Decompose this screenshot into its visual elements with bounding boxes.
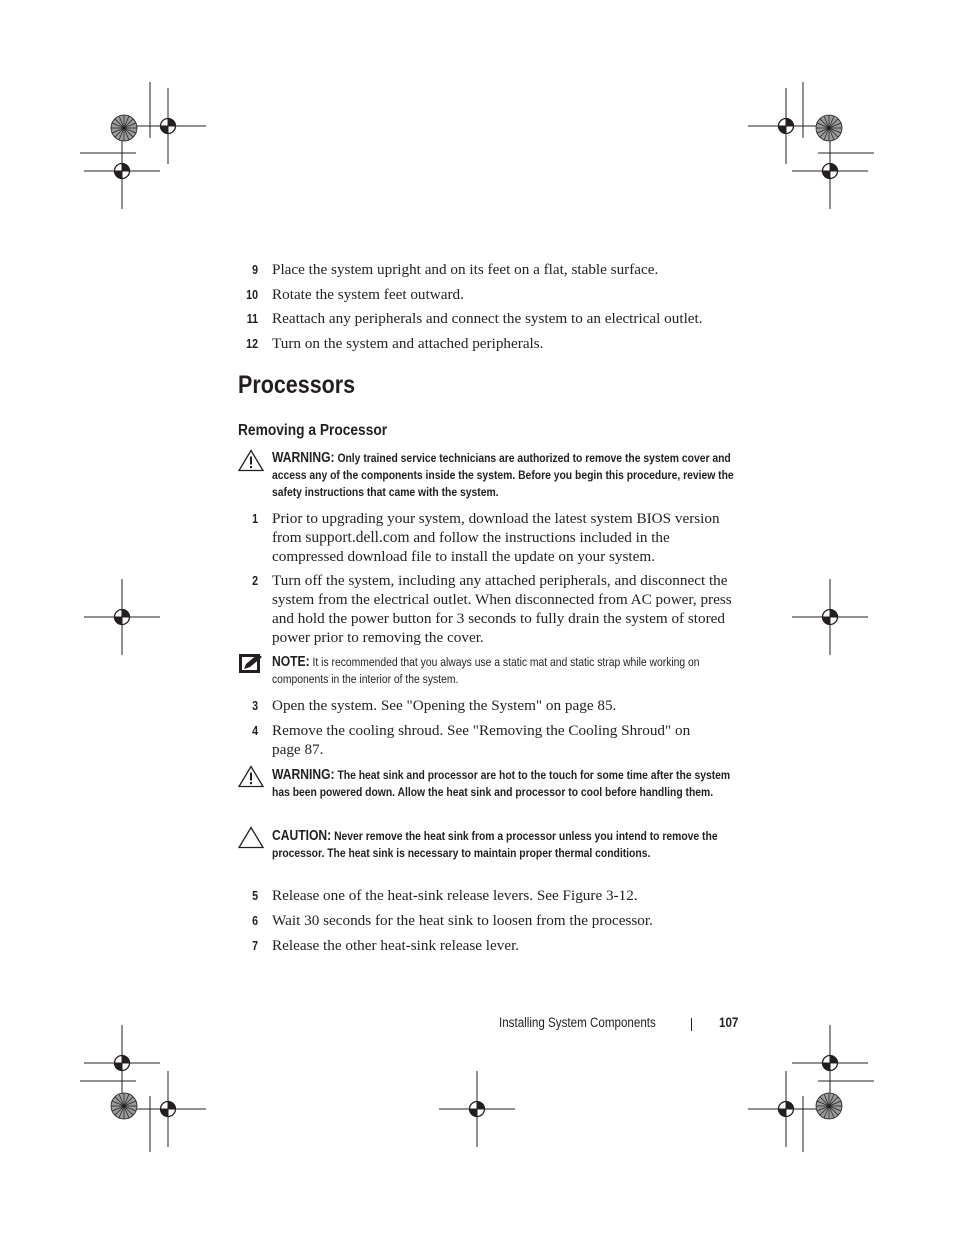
note-text: It is recommended that you always use a static mat and static strap while working on components in the interior of the system.	[272, 655, 700, 687]
step-text: Reattach any peripherals and connect the system to an electrical outlet.	[272, 310, 703, 327]
caution-icon	[238, 826, 264, 849]
warning-text: Only trained service technicians are authorized to remove the system cover and access any of the components inside the system. Before you begin this procedure, review the safety instructions that came with the system.	[272, 451, 734, 500]
step-text: Rotate the system feet outward.	[272, 286, 464, 303]
footer-divider	[691, 1018, 692, 1031]
footer-section-title: Installing System Components	[499, 1015, 656, 1030]
support-link[interactable]: support.dell.com	[305, 529, 410, 546]
step-number: 6	[252, 913, 258, 928]
step-text: Turn on the system and attached peripherals.	[272, 335, 544, 352]
warning-label: WARNING:	[272, 767, 335, 783]
warning-text: The heat sink and processor are hot to the touch for some time after the system has been powered down. Allow the heat sink and processor to cool before handling them.	[272, 768, 731, 800]
step-number: 7	[252, 938, 258, 953]
step-text: Remove the cooling shroud. See "Removing the Cooling Shroud" on page 87.	[272, 722, 691, 758]
page-number: 107	[719, 1015, 739, 1030]
step-number: 10	[246, 287, 258, 302]
step-text: Release the other heat-sink release lever.	[272, 937, 520, 954]
step-number: 12	[246, 336, 258, 351]
warning-label: WARNING:	[272, 450, 335, 466]
caution-label: CAUTION:	[272, 828, 332, 844]
step-number: 11	[246, 311, 258, 326]
step-text: Place the system upright and on its feet on a flat, stable surface.	[272, 261, 659, 278]
step-number: 9	[252, 262, 258, 277]
step-text: Prior to upgrading your system, download the latest system BIOS version from	[272, 510, 720, 546]
step-number: 2	[252, 573, 258, 588]
warning-icon	[238, 449, 264, 472]
step-text: Turn off the system, including any attached peripherals, and disconnect the system from the electrical outlet. When disconnected from AC power, press and hold the power button for 3 seconds to fully drain the system of stored power prior to removing the cover.	[272, 572, 732, 646]
section-heading: Processors	[238, 371, 356, 399]
step-number: 1	[252, 511, 258, 526]
step-number: 3	[252, 698, 258, 713]
step-text: Release one of the heat-sink release levers. See Figure 3-12.	[272, 887, 638, 904]
step-text: Wait 30 seconds for the heat sink to loosen from the processor.	[272, 912, 653, 929]
step-number: 4	[252, 723, 258, 738]
step-number: 5	[252, 888, 258, 903]
pencil-note-icon	[238, 653, 264, 675]
subsection-heading: Removing a Processor	[238, 422, 388, 439]
step-text: Open the system. See "Opening the System" on page 85.	[272, 697, 617, 714]
warning-icon	[238, 765, 264, 788]
note-label: NOTE:	[272, 654, 310, 670]
caution-text: Never remove the heat sink from a processor unless you intend to remove the processor. The heat sink is necessary to maintain proper thermal conditions.	[272, 829, 718, 861]
step-text-continued: and follow the instructions included in the compressed download file to install the update on your system.	[272, 529, 670, 565]
